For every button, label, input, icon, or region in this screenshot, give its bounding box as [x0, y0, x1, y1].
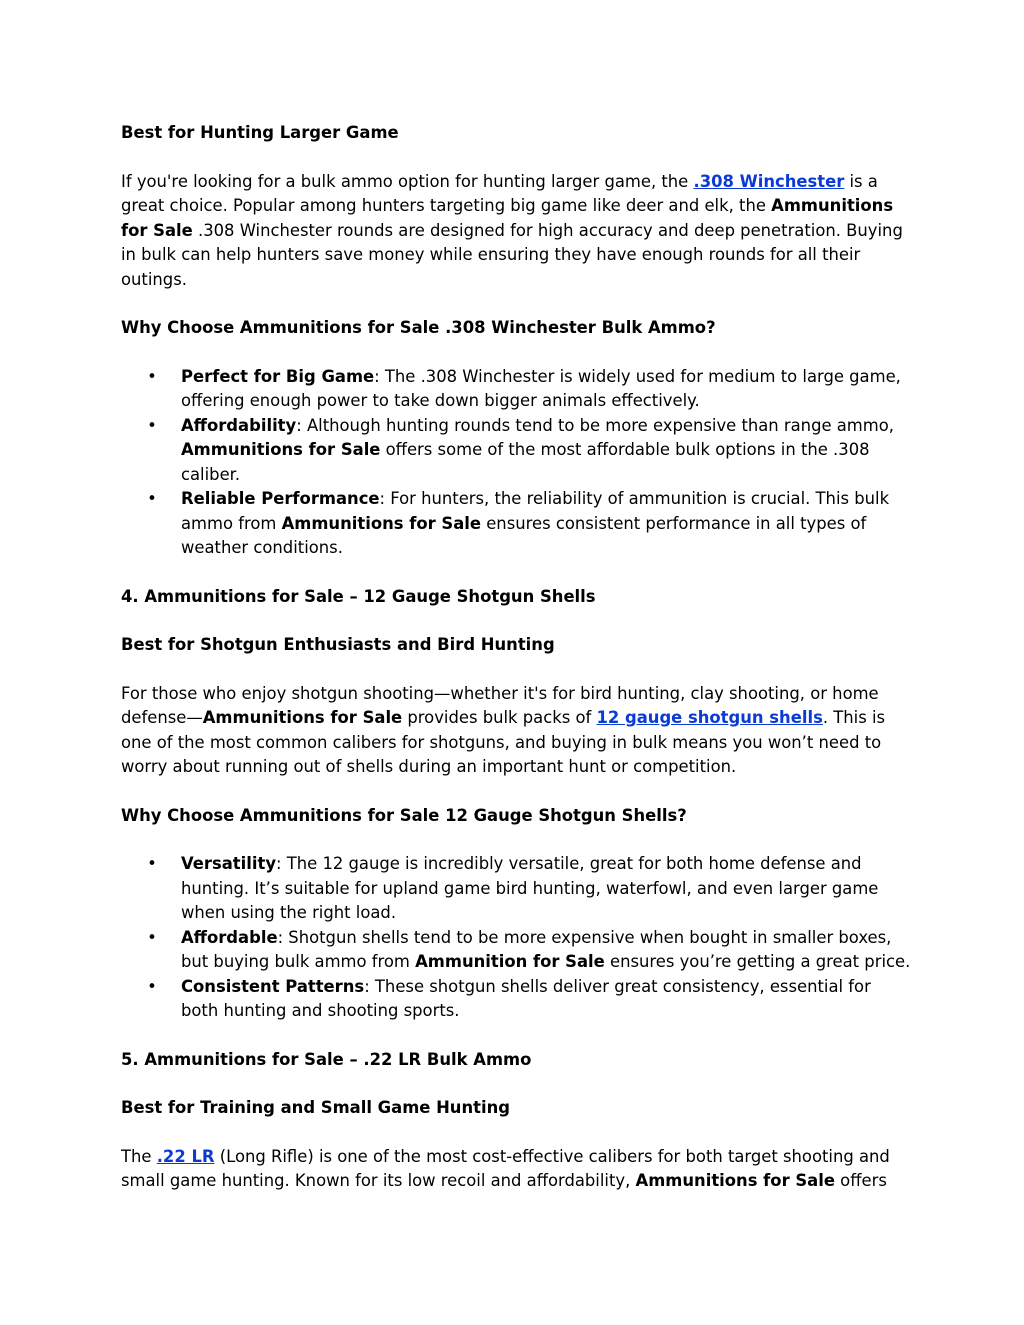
heading-training-best-for: Best for Training and Small Game Hunting	[121, 1098, 511, 1117]
heading-section-5: 5. Ammunitions for Sale – .22 LR Bulk Ammo	[121, 1049, 532, 1069]
paragraph-22lr-intro: The .22 LR (Long Rifle) is one of the most cost-effective calibers for both target shooting and small game hunting. Known for its low recoil and affordability, Ammunitions for Sale offers	[121, 1146, 890, 1190]
link-308-winchester[interactable]: .308 Winchester	[693, 171, 845, 191]
list-item: • Perfect for Big Game: The .308 Winchester is widely used for medium to large game, offering enough power to take down bigger animals effectively.	[121, 365, 911, 414]
bullet-icon: •	[147, 854, 157, 873]
list-item: • Affordable: Shotgun shells tend to be more expensive when bought in smaller boxes, but buying bulk ammo from Ammunition for Sale ensures you’re getting a great price.	[121, 926, 911, 975]
heading-shotgun-best-for: Best for Shotgun Enthusiasts and Bird Hunting	[121, 635, 555, 654]
list-item: • Affordability: Although hunting rounds tend to be more expensive than range ammo, Ammunitions for Sale offers some of the most affordable bulk options in the .308 caliber.	[121, 414, 911, 488]
list-item: • Versatility: The 12 gauge is incredibly versatile, great for both home defense and hunting. It’s suitable for upland game bird hunting, waterfowl, and even larger game when using the right load.	[121, 852, 911, 926]
heading-why-choose-12-gauge: Why Choose Ammunitions for Sale 12 Gauge Shotgun Shells?	[121, 805, 687, 825]
list-item: • Consistent Patterns: These shotgun shells deliver great consistency, essential for both hunting and shooting sports.	[121, 975, 911, 1024]
list-12-gauge-reasons	[121, 852, 911, 1024]
bullet-icon: •	[147, 976, 157, 996]
paragraph-shotgun-intro: For those who enjoy shotgun shooting—whether it's for bird hunting, clay shooting, or home defense—Ammunitions for Sale provides bulk packs of 12 gauge shotgun shells. This is one of the most common calibers for shotguns, and buying in bulk means you won’t need to worry about running out of shells during an important hunt or competition.	[121, 683, 886, 776]
bullet-icon: •	[147, 927, 157, 947]
list-item: • Reliable Performance: For hunters, the reliability of ammunition is crucial. This bulk ammo from Ammunitions for Sale ensures consistent performance in all types of weather conditions.	[121, 487, 911, 561]
heading-section-4: 4. Ammunitions for Sale – 12 Gauge Shotgun Shells	[121, 586, 596, 606]
document-body	[121, 121, 911, 1218]
paragraph-308-intro: If you're looking for a bulk ammo option for hunting larger game, the .308 Winchester is a great choice. Popular among hunters targeting big game like deer and elk, the Ammunitions for Sale .308 Winchester rounds are designed for high accuracy and deep penetration. Buying in bulk can help hunters save money while ensuring they have enough rounds for all their outings.	[121, 171, 903, 289]
link-22-lr[interactable]: .22 LR	[156, 1146, 215, 1166]
heading-why-choose-308: Why Choose Ammunitions for Sale .308 Winchester Bulk Ammo?	[121, 318, 716, 337]
bullet-icon: •	[147, 415, 157, 435]
bullet-icon: •	[147, 489, 157, 508]
heading-hunting-larger-game: Best for Hunting Larger Game	[121, 123, 399, 142]
bullet-icon: •	[147, 366, 157, 386]
list-308-reasons	[121, 365, 911, 561]
link-12-gauge-shells[interactable]: 12 gauge shotgun shells	[596, 708, 823, 727]
